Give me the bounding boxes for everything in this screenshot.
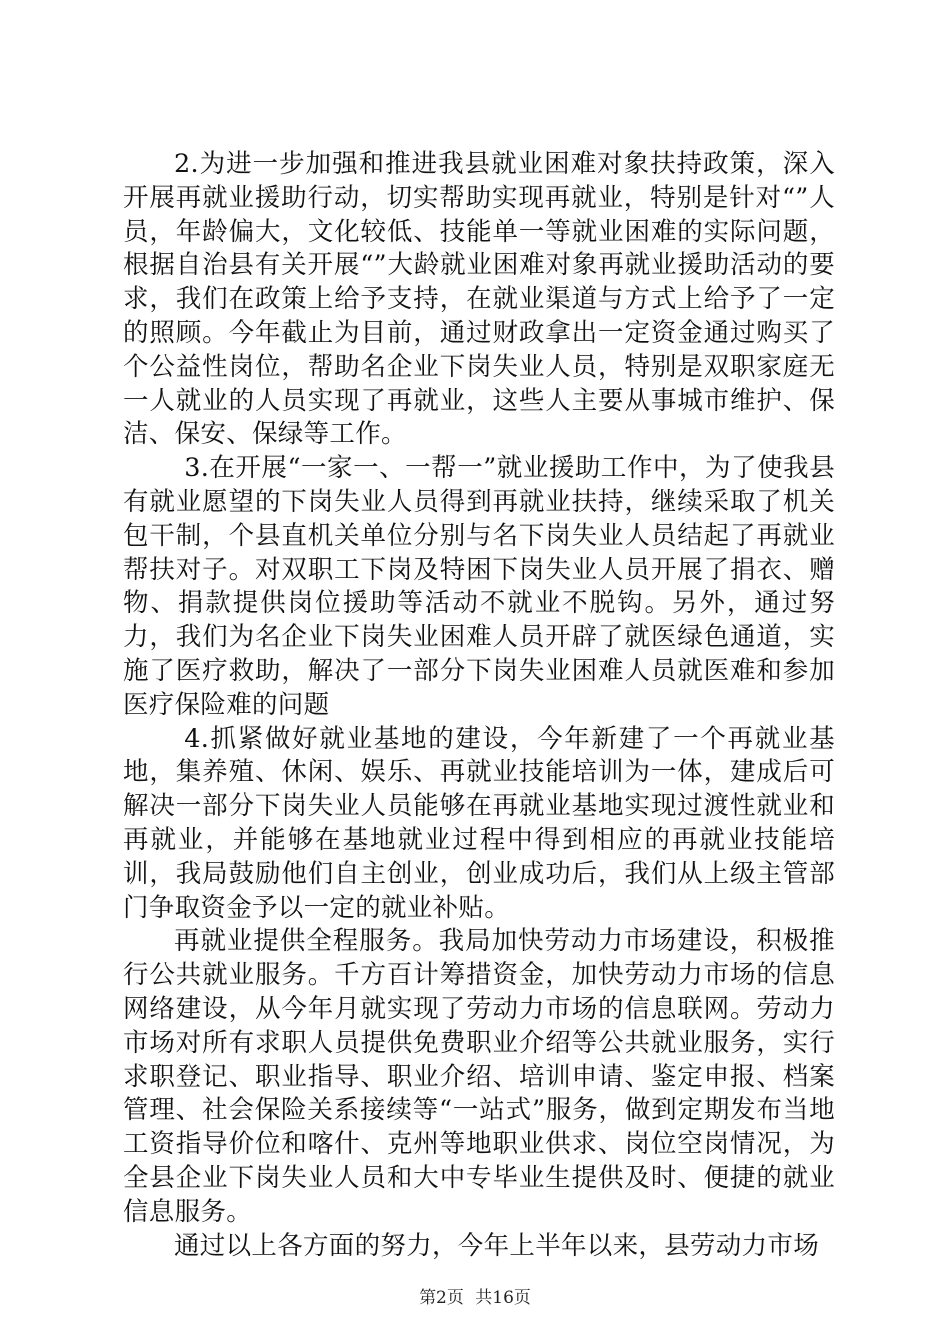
paragraph-summary: 通过以上各方面的努力，今年上半年以来，县劳动力市场 bbox=[174, 1230, 820, 1261]
document-body bbox=[123, 148, 835, 1263]
paragraph-3: 3.在开展“一家一、一帮一”就业援助工作中，为了使我县有就业愿望的下岗失业人员得到再就业扶持，继续采取了机关包干制，个县直机关单位分别与名下岗失业人员结起了再就业帮扶对子。对双职工下岗及特困下岗失业人员开展了捐衣、赠物、捐款提供岗位援助等活动不就业不脱钩。另外，通过努力，我们为名企业下岗失业困难人员开辟了就医绿色通道，实施了医疗救助，解决了一部分下岗失业困难人员就医难和参加医疗保险难的问题 bbox=[123, 453, 835, 720]
paragraph-service: 再就业提供全程服务。我局加快劳动力市场建设，积极推行公共就业服务。千方百计筹措资金，加快劳动力市场的信息网络建设，从今年月就实现了劳动力市场的信息联网。劳动力市场对所有求职人员提供免费职业介绍等公共就业服务，实行求职登记、职业指导、职业介绍、培训申请、鉴定申报、档案管理、社会保险关系接续等“一站式”服务，做到定期发布当地工资指导价位和喀什、克州等地职业供求、岗位空岗情况，为全县企业下岗失业人员和大中专毕业生提供及时、便捷的就业信息服务。 bbox=[123, 926, 835, 1227]
total-pages: 共16页 bbox=[475, 1288, 531, 1308]
paragraph-2: 2.为进一步加强和推进我县就业困难对象扶持政策，深入开展再就业援助行动，切实帮助实现再就业，特别是针对“”人员，年龄偏大，文化较低、技能单一等就业困难的实际问题，根据自治县有关开展“”大龄就业困难对象再就业援助活动的要求，我们在政策上给予支持，在就业渠道与方式上给予了一定的照顾。今年截止为目前，通过财政拿出一定资金通过购买了个公益性岗位，帮助名企业下岗失业人员，特别是双职家庭无一人就业的人员实现了再就业，这些人主要从事城市维护、保洁、保安、保绿等工作。 bbox=[123, 149, 835, 450]
page-footer bbox=[0, 1283, 950, 1308]
paragraph-4: 4.抓紧做好就业基地的建设，今年新建了一个再就业基地，集养殖、休闲、娱乐、再就业技能培训为一体，建成后可解决一部分下岗失业人员能够在再就业基地实现过渡性就业和再就业，并能够在基地就业过程中得到相应的再就业技能培训，我局鼓励他们自主创业，创业成功后，我们从上级主管部门争取资金予以一定的就业补贴。 bbox=[123, 723, 835, 923]
page-number: 第2页 bbox=[419, 1288, 464, 1308]
